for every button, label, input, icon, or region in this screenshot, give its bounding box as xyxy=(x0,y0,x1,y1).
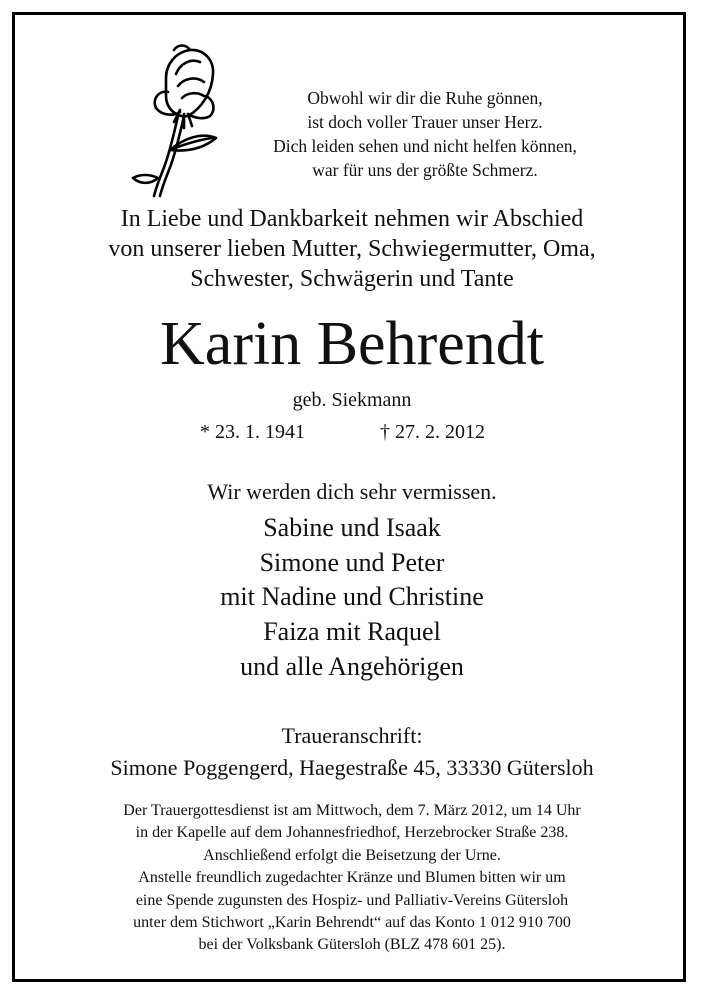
details-line: unter dem Stichwort „Karin Behrendt“ auf das Konto 1 012 910 700 xyxy=(133,914,571,932)
poem-line: ist doch voller Trauer unser Herz. xyxy=(307,112,543,132)
address-text: Simone Poggengerd, Haegestraße 45, 33330 Gütersloh xyxy=(110,755,594,780)
rose-icon xyxy=(118,38,228,200)
family-member: und alle Angehörigen xyxy=(240,651,464,681)
mourning-address xyxy=(0,720,704,784)
intro-text xyxy=(0,204,704,294)
family-list xyxy=(0,511,704,685)
details-line: Anstelle freundlich zugedachter Kränze und Blumen bitten wir um xyxy=(138,869,566,887)
missing-text: Wir werden dich sehr vermissen. xyxy=(207,479,497,504)
family-member: mit Nadine und Christine xyxy=(220,582,484,612)
details-line: bei der Volksbank Gütersloh (BLZ 478 601 25). xyxy=(198,936,506,954)
poem xyxy=(230,86,620,182)
birth-date: * 23. 1. 1941 xyxy=(200,421,305,443)
intro-line: In Liebe und Dankbarkeit nehmen wir Abschied xyxy=(120,206,584,232)
family-member: Sabine und Isaak xyxy=(263,513,441,542)
deceased-name: Karin Behrendt xyxy=(160,310,544,378)
family-member: Simone und Peter xyxy=(259,547,445,577)
family-member: Faiza mit Raquel xyxy=(263,617,441,647)
poem-line: Dich leiden sehen und nicht helfen können, xyxy=(273,136,577,156)
details-line: Anschließend erfolgt die Beisetzung der Urne. xyxy=(203,846,501,864)
intro-line: von unserer lieben Mutter, Schwiegermutter, Oma, xyxy=(108,236,596,262)
details-line: in der Kapelle auf dem Johannesfriedhof, Herzebrocker Straße 238. xyxy=(135,824,569,842)
death-date: † 27. 2. 2012 xyxy=(380,421,485,443)
details-line: eine Spende zugunsten des Hospiz- und Palliativ-Vereins Gütersloh xyxy=(135,891,569,909)
service-details xyxy=(0,800,704,957)
address-label: Traueranschrift: xyxy=(281,723,423,748)
poem-line: Obwohl wir dir die Ruhe gönnen, xyxy=(307,88,543,108)
intro-line: Schwester, Schwägerin und Tante xyxy=(190,266,514,292)
poem-line: war für uns der größte Schmerz. xyxy=(312,160,538,180)
details-line: Der Trauergottesdienst ist am Mittwoch, dem 7. März 2012, um 14 Uhr xyxy=(123,802,581,819)
born-name: geb. Siekmann xyxy=(292,389,412,411)
